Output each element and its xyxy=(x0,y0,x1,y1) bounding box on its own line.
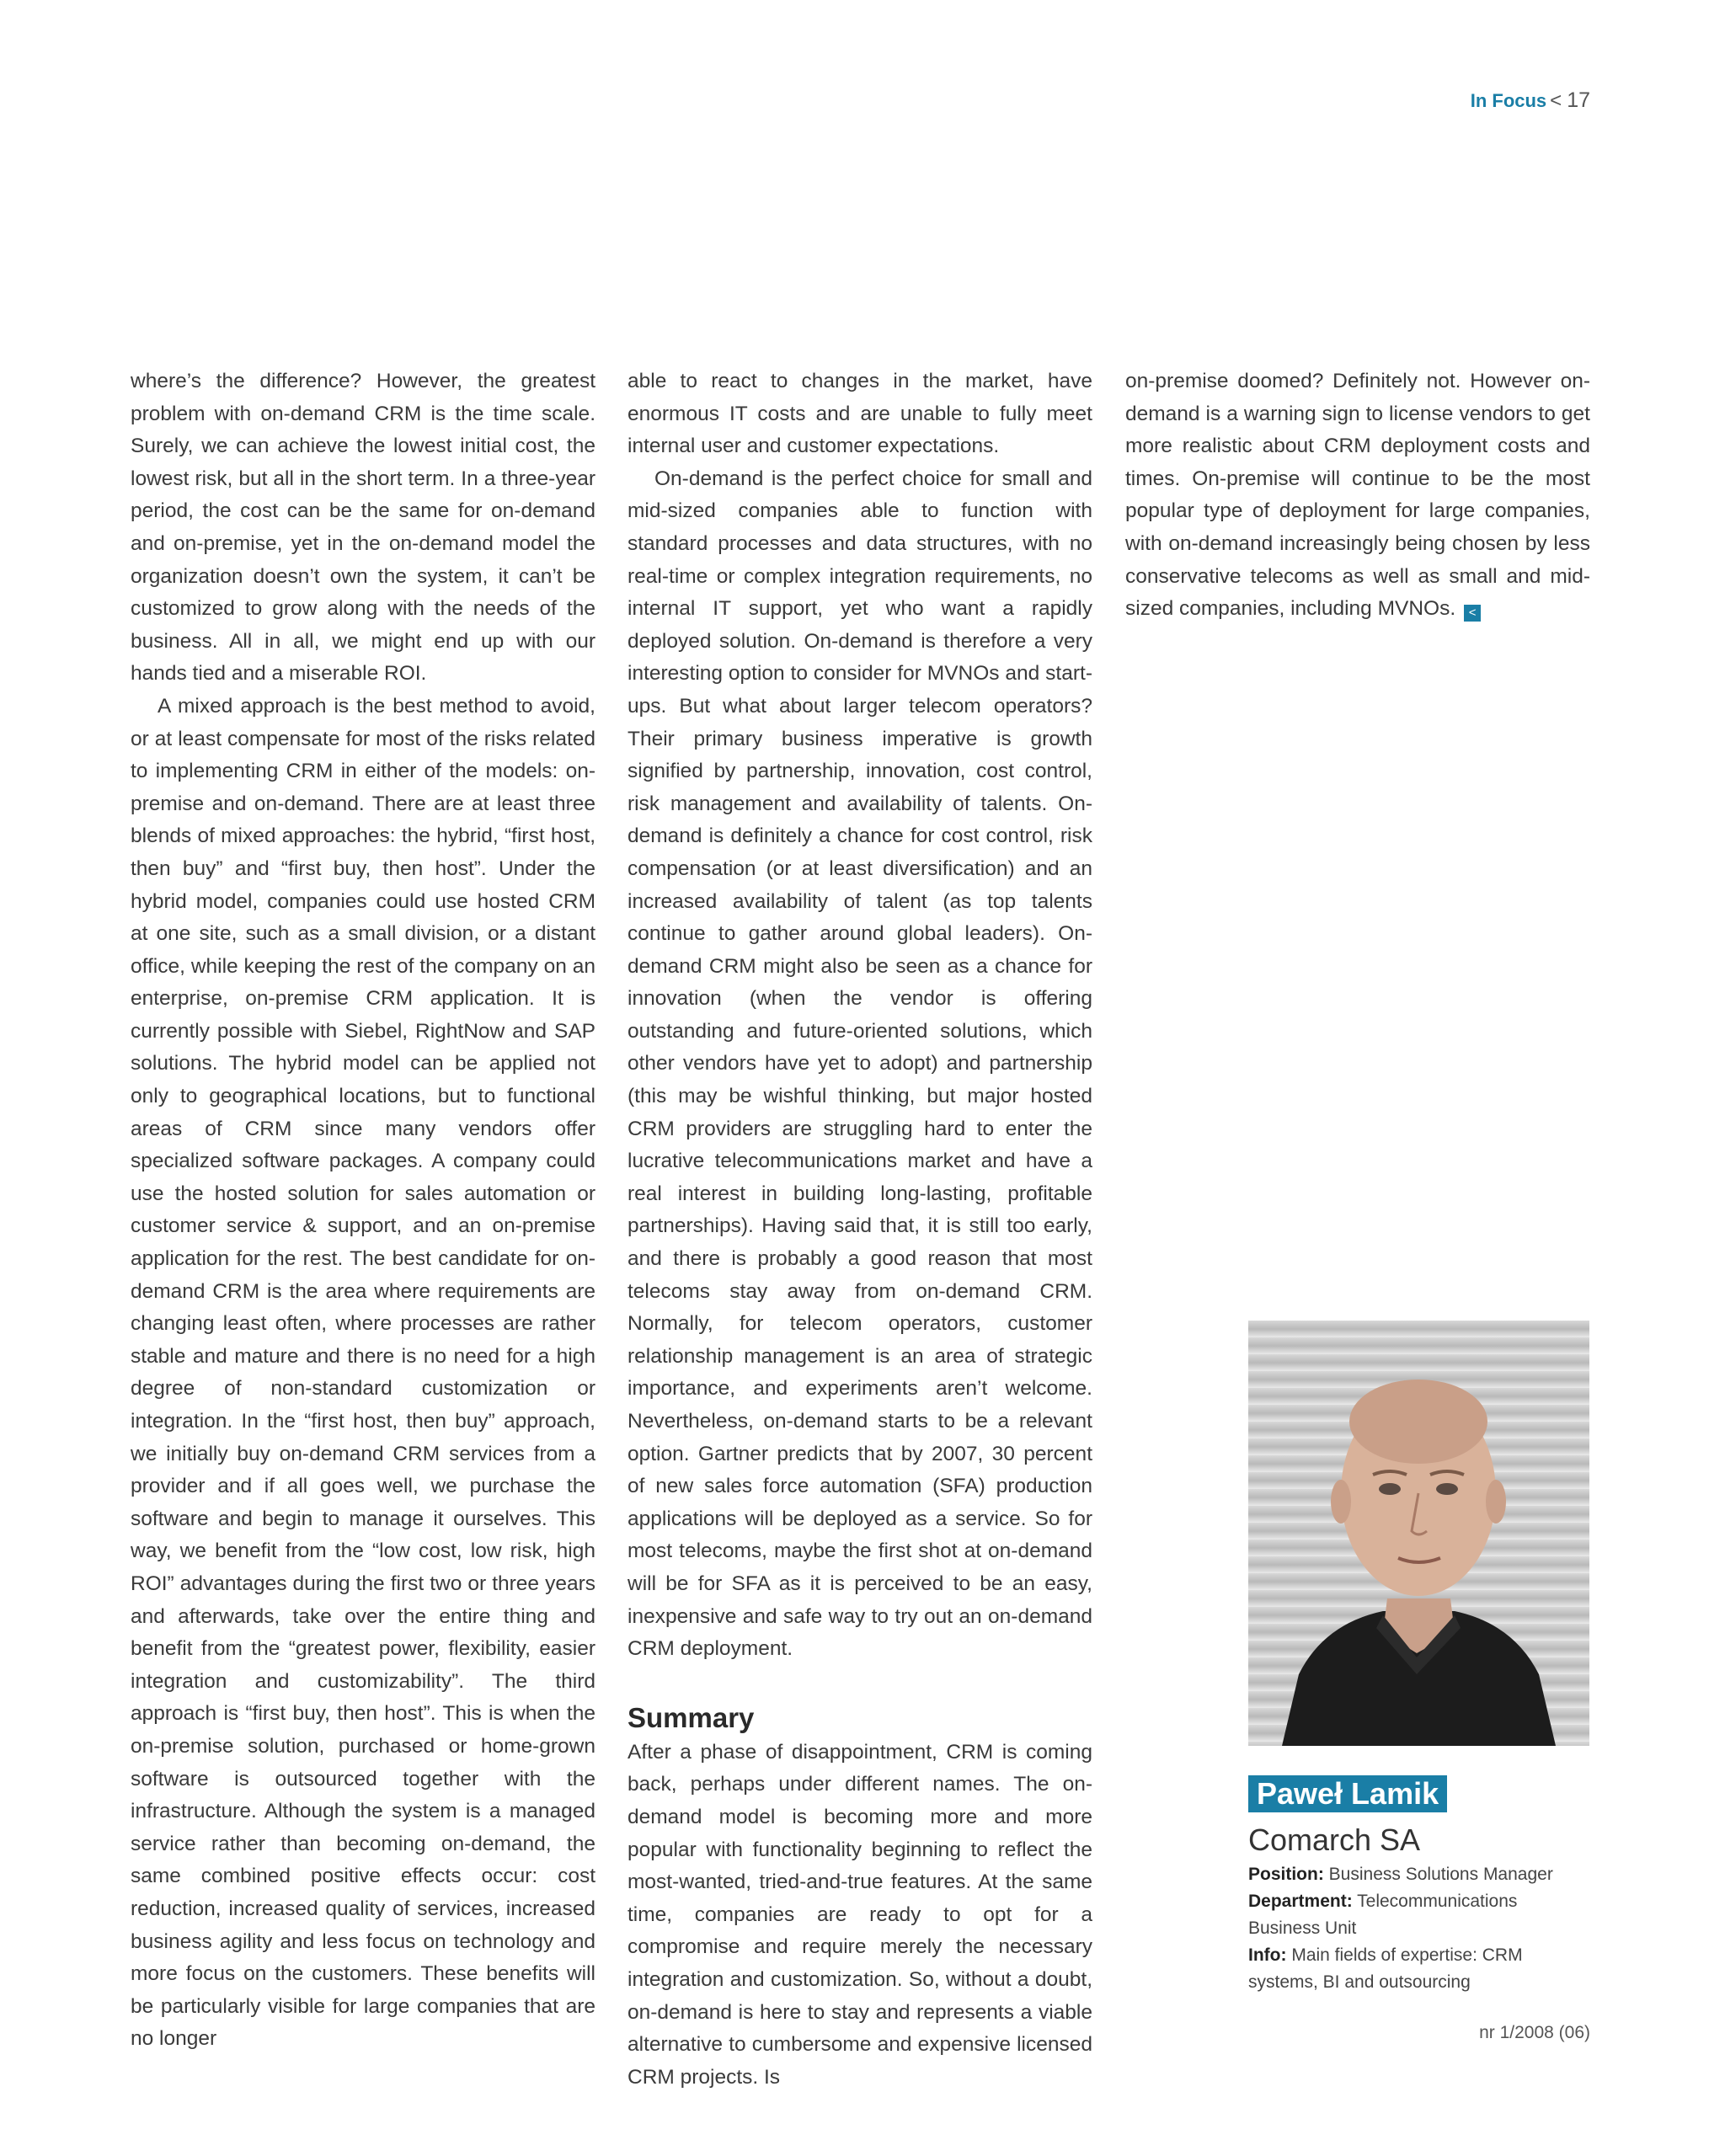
position-label: Position: xyxy=(1248,1865,1324,1884)
paragraph: where’s the difference? However, the greatest problem with on-demand CRM is the time scale. Surely, we can achieve the lowest initial cost, the lowest risk, but all in the short term. In a three-year period, the cost can be the same for on-demand and on-premise, yet in the on-demand model the organization doesn’t own the system, it can’t be customized to grow along with the needs of the business. All in all, we might end up with our hands tied and a miserable ROI. xyxy=(131,370,595,686)
chevron-left-icon: < xyxy=(1550,89,1562,112)
article-column-2 xyxy=(628,366,1092,2094)
paragraph: On-demand is the perfect choice for small and mid-sized companies able to function with standard processes and data structures, with no real-time or complex integration requirements, no internal IT support, yet who want a rapidly deployed solution. On-demand is therefore a very interesting option to consider for MVNOs and start-ups. But what about larger telecom operators? Their primary business imperative is growth signified by partnership, innovation, cost control, risk management and availability of talents. On-demand is definitely a chance for cost control, risk compensation (or at least diversification) and an increased availability of talent (as top talents continue to gather around global leaders). On-demand CRM might also be seen as a chance for innovation (when the vendor is offering outstanding and future-oriented solutions, which other vendors have yet to adopt) and partnership (this may be wishful thinking, but major hosted CRM providers are struggling hard to enter the lucrative telecommunications market and have a real interest in building long-lasting, profitable partnerships). Having said that, it is still too early, and there is probably a good reason that most telecoms stay away from on-demand CRM. Normally, for telecom operators, customer relationship management is an area of strategic importance, and experiments aren’t welcome. Nevertheless, on-demand starts to be a relevant option. Gartner predicts that by 2007, 30 percent of new sales force automation (SFA) production applications will be deployed as a service. So for most telecoms, maybe the first shot at on-demand will be for SFA as it is perceived to be an easy, inexpensive and safe way to try out an on-demand CRM deployment. xyxy=(628,467,1092,1661)
info-label: Info: xyxy=(1248,1945,1287,1965)
section-label: In Focus xyxy=(1470,90,1547,111)
department-value: Telecommunications Business Unit xyxy=(1248,1892,1518,1938)
article-end-icon: < xyxy=(1464,605,1481,622)
paragraph-text: on-premise doomed? Definitely not. However on-demand is a warning sign to license vendors to get more realistic about CRM deployment costs and times. On-premise will continue to be the most popular type of deployment for large companies, with on-demand increasingly being chosen by less conservative telecoms as well as small and mid-sized companies, including MVNOs. xyxy=(1125,370,1590,621)
page-number: 17 xyxy=(1567,88,1590,112)
author-details xyxy=(1248,1861,1585,1996)
author-department xyxy=(1248,1888,1585,1942)
author-company: Comarch SA xyxy=(1248,1822,1421,1857)
article-column-3 xyxy=(1125,366,1590,626)
portrait-illustration xyxy=(1248,1321,1589,1746)
author-name: Paweł Lamik xyxy=(1248,1775,1447,1812)
paragraph: able to react to changes in the market, have enormous IT costs and are unable to fully meet internal user and customer expectations. xyxy=(628,370,1092,458)
article-column-1 xyxy=(131,366,595,2056)
author-info xyxy=(1248,1942,1585,1996)
paragraph: A mixed approach is the best method to avoid, or at least compensate for most of the risks related to implementing CRM in either of the models: on-premise and on-demand. There are at least three blends of mixed approaches: the hybrid, “first host, then buy” and “first buy, then host”. Under the hybrid model, companies could use hosted CRM at one site, such as a small division, or a distant office, while keeping the rest of the company on an enterprise, on-premise CRM application. It is currently possible with Siebel, RightNow and SAP solutions. The hybrid model can be applied not only to geographical locations, but to functional areas of CRM since many vendors offer specialized software packages. A company could use the hosted solution for sales automation or customer service & support, and an on-premise application for the rest. The best candidate for on-demand CRM is the area where requirements are changing least often, where processes are rather stable and mature and there is no need for a high degree of non-standard customization or integration. In the “first host, then buy” approach, we initially buy on-demand CRM services from a provider and if all goes well, we purchase the software and begin to manage it ourselves. This way, we benefit from the “low cost, low risk, high ROI” advantages during the first two or three years and afterwards, take over the entire thing and benefit from the “greatest power, flexibility, easier integration and customizability”. The third approach is “first buy, then host”. This is when the on-premise solution, purchased or home-grown software is outsourced together with the infrastructure. Although the system is a managed service rather than becoming on-demand, the same combined positive effects occur: cost reduction, increased quality of services, increased business agility and less focus on technology and more focus on the customers. These benefits will be particularly visible for large companies that are no longer xyxy=(131,694,595,2051)
paragraph: After a phase of disappointment, CRM is coming back, perhaps under different names. The on-demand model is becoming more and more popular with functionality beginning to reflect the most-wanted, tried-and-true features. At the same time, companies are ready to opt for a compromise and require merely the necessary integration and customization. So, without a doubt, on-demand is here to stay and represents a viable alternative to cumbersome and expensive licensed CRM projects. Is xyxy=(628,1740,1092,2089)
info-value: Main fields of expertise: CRM systems, BI and outsourcing xyxy=(1248,1945,1523,1992)
paragraph xyxy=(1125,366,1590,626)
issue-number: nr 1/2008 (06) xyxy=(1479,2023,1590,2042)
summary-heading: Summary xyxy=(628,1701,755,1733)
author-photo xyxy=(1248,1321,1589,1746)
department-label: Department: xyxy=(1248,1892,1353,1911)
position-value: Business Solutions Manager xyxy=(1328,1865,1553,1884)
page-header xyxy=(1471,86,1590,115)
author-position xyxy=(1248,1861,1585,1888)
